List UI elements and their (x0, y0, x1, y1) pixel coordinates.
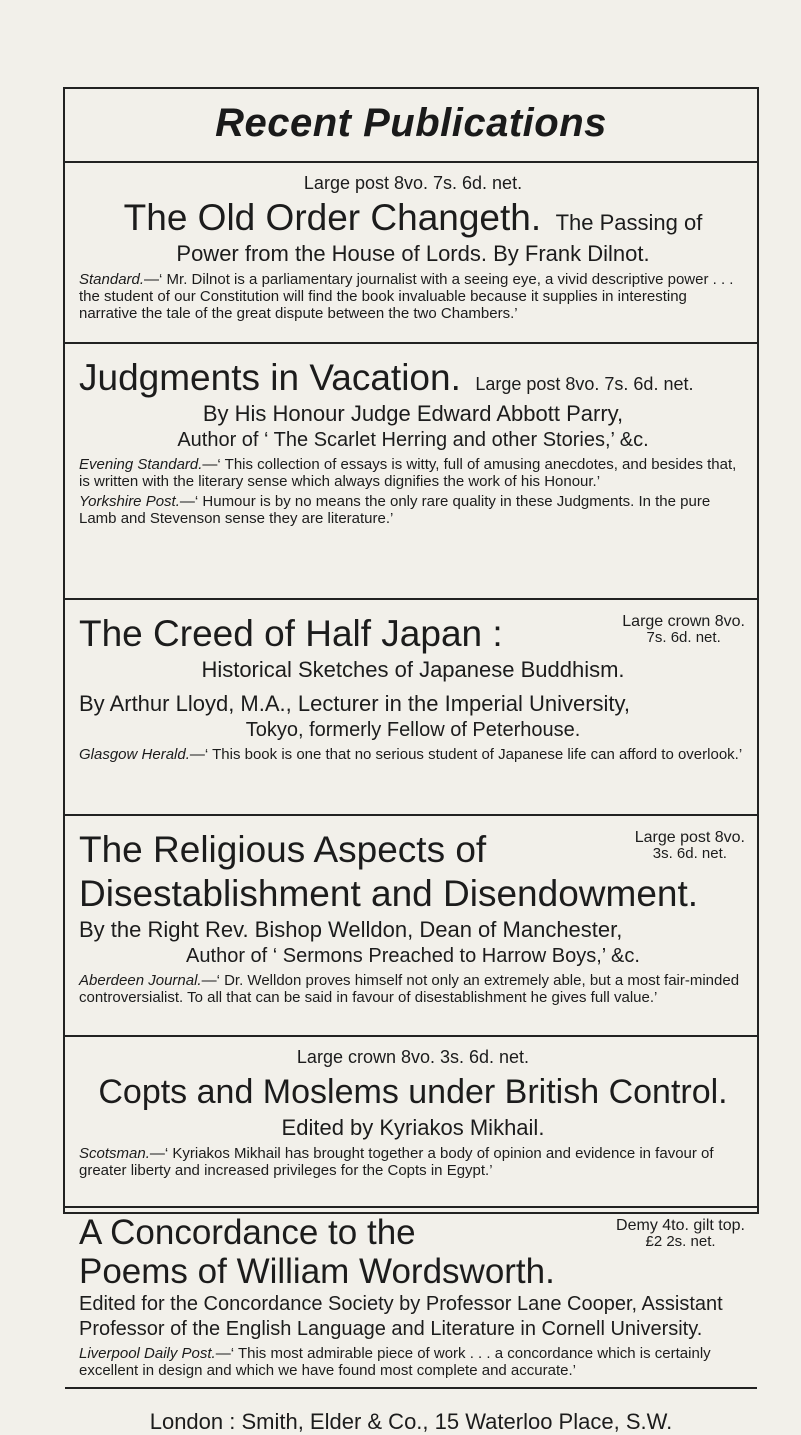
review-quote (79, 271, 747, 322)
page-title: Recent Publications (215, 101, 607, 145)
price-line: Large post 8vo. 7s. 6d. net. (475, 374, 694, 394)
book-title: Judgments in Vacation. (79, 357, 461, 398)
review-text: —‘ This most admirable piece of work . . . a concordance which is certainly excellent in design and which we have found most complete and accurate.’ (79, 1345, 711, 1379)
review-source: Yorkshire Post. (79, 493, 180, 510)
review-source: Glasgow Herald. (79, 746, 190, 763)
book-title-continued: The Passing of (555, 210, 703, 235)
book-title-line2: Poems of William Wordsworth. (79, 1252, 555, 1291)
price-line: Large crown 8vo. 3s. 6d. net. (296, 1047, 530, 1067)
book-title-line2: Disestablishment and Disendowment. (79, 873, 699, 914)
price-line: Large post 8vo. 7s. 6d. net. (303, 173, 523, 193)
publisher-imprint: London : Smith, Elder & Co., 15 Waterloo Place, S.W. (149, 1409, 673, 1434)
price-format: Large post 8vo. (634, 829, 745, 846)
review-quote (79, 1345, 747, 1379)
book-entry-religious-aspects (65, 816, 757, 1037)
price-block (622, 614, 745, 646)
book-byline-continued: Tokyo, formerly Fellow of Peterhouse. (245, 719, 581, 741)
price-amount: 7s. 6d. net. (646, 629, 721, 646)
advertisement-frame (63, 87, 759, 1434)
review-quote (79, 1145, 747, 1179)
book-title: The Creed of Half Japan : (79, 613, 503, 654)
review-quote (79, 746, 747, 763)
review-source: Evening Standard. (79, 456, 203, 473)
book-title: The Religious Aspects of (79, 829, 487, 870)
price-format: Demy 4to. gilt top. (616, 1217, 745, 1234)
review-source: Scotsman. (79, 1145, 150, 1162)
book-subtitle: Power from the House of Lords. By Frank Dilnot. (176, 241, 650, 266)
review-quote (79, 493, 747, 527)
review-text: —‘ This book is one that no serious student of Japanese life can afford to overlook.’ (189, 746, 743, 763)
review-source: Liverpool Daily Post. (79, 1345, 216, 1362)
book-entry-judgments (65, 344, 757, 600)
book-byline: Edited for the Concordance Society by Professor Lane Cooper, Assistant Professor of the English Language and Literature in Cornell University. (79, 1293, 723, 1340)
review-quote (79, 972, 747, 1006)
book-title: The Old Order Changeth. (123, 197, 542, 238)
review-text: —‘ Mr. Dilnot is a parliamentary journalist with a seeing eye, a vivid descriptive power . . . the student of our Constitution will find the book invaluable because it supplies in interesting narrative the tale of the great dispute between the two Chambers.’ (79, 271, 734, 322)
review-text: —‘ Dr. Welldon proves himself not only an extremely able, but a most fair-minded controversialist. To all that can be said in favour of disestablishment he gives full value.’ (79, 972, 740, 1006)
book-title: A Concordance to the (79, 1213, 416, 1252)
book-entry-concordance (65, 1208, 757, 1389)
price-block (616, 1218, 745, 1250)
price-amount: £2 2s. net. (645, 1233, 716, 1250)
book-entry-old-order (65, 163, 757, 344)
review-quote (79, 456, 747, 490)
book-editor: Edited by Kyriakos Mikhail. (281, 1115, 545, 1140)
book-subtitle: Historical Sketches of Japanese Buddhism. (201, 657, 625, 682)
review-text: —‘ Kyriakos Mikhail has brought together a body of opinion and evidence in favour of greater liberty and increased privileges for the Copts in Egypt.’ (79, 1145, 714, 1179)
author-of: Author of ‘ The Scarlet Herring and other Stories,’ &c. (177, 429, 649, 451)
book-byline: By His Honour Judge Edward Abbott Parry, (202, 401, 624, 426)
review-source: Aberdeen Journal. (79, 972, 202, 989)
page-header (65, 89, 757, 163)
review-text: —‘ This collection of essays is witty, full of amusing anecdotes, and besides that, is written with the literary sense which always dignifies the work of his Honour.’ (79, 456, 737, 490)
review-text: —‘ Humour is by no means the only rare quality in these Judgments. In the pure Lamb and Stevenson sense they are literature.’ (79, 493, 711, 527)
price-block (635, 830, 745, 862)
book-byline: By Arthur Lloyd, M.A., Lecturer in the Imperial University, (79, 691, 631, 716)
price-amount: 3s. 6d. net. (652, 845, 727, 862)
book-byline: By the Right Rev. Bishop Welldon, Dean of Manchester, (79, 917, 623, 942)
book-entry-copts (65, 1037, 757, 1208)
author-of: Author of ‘ Sermons Preached to Harrow Boys,’ &c. (186, 945, 640, 967)
review-source: Standard. (79, 271, 145, 288)
price-format: Large crown 8vo. (622, 613, 745, 630)
book-title: Copts and Moslems under British Control. (98, 1073, 728, 1111)
book-entry-creed-japan (65, 600, 757, 816)
